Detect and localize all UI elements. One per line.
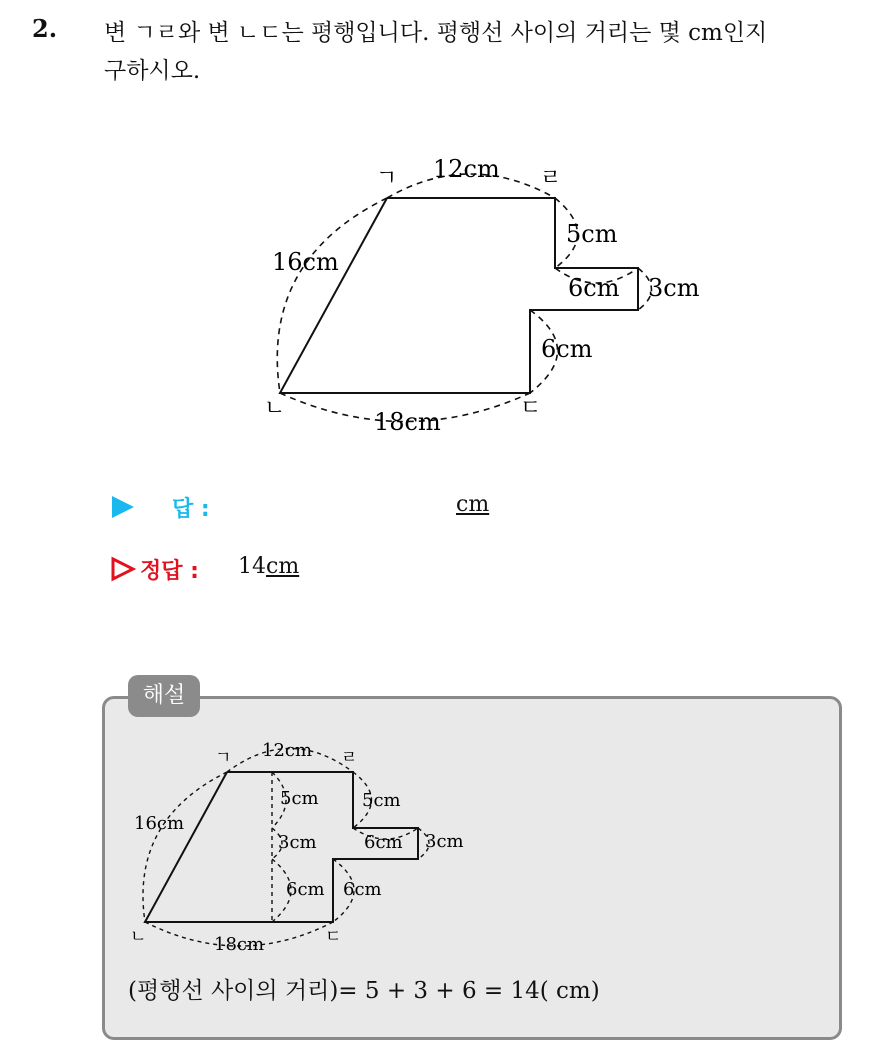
length-c-up: 6cm <box>541 335 593 363</box>
exp-length-left: 16cm <box>134 813 185 834</box>
solution-unit: cm <box>266 554 300 579</box>
vertex-b: ㄴ <box>264 396 286 421</box>
solution-number: 14 <box>238 554 266 579</box>
vertex-d: ㄹ <box>540 166 562 191</box>
exp-length-step-h: 6cm <box>364 832 403 853</box>
exp-vertex-a: ㄱ <box>215 748 232 768</box>
answer-label: 답 : <box>172 497 210 522</box>
exp-vertex-d: ㄹ <box>341 748 358 768</box>
length-step-h: 6cm <box>568 274 620 302</box>
length-top: 12cm <box>433 155 500 183</box>
exp-length-top: 12cm <box>262 740 313 761</box>
exp-inner-top: 5cm <box>280 788 319 809</box>
exp-length-step-v: 3cm <box>425 831 464 852</box>
question-line-2: 구하시오. <box>104 58 201 84</box>
explanation-tag: 해설 <box>128 675 200 717</box>
exp-length-d-down: 5cm <box>362 790 401 811</box>
explanation-formula: (평행선 사이의 거리)= 5 + 3 + 6 = 14( cm) <box>128 978 600 1004</box>
exp-length-c-up: 6cm <box>343 879 382 900</box>
length-bottom: 18cm <box>374 408 441 436</box>
length-left: 16cm <box>272 248 339 276</box>
solution-label: 정답 : <box>140 559 199 584</box>
exp-inner-mid: 3cm <box>278 832 317 853</box>
question-line-1: 변 ㄱㄹ와 변 ㄴㄷ는 평행입니다. 평행선 사이의 거리는 몇 cm인지 <box>104 20 768 46</box>
exp-vertex-b: ㄴ <box>130 927 147 947</box>
length-d-down: 5cm <box>566 220 618 248</box>
length-step-v: 3cm <box>648 274 700 302</box>
answer-unit: cm <box>456 492 490 517</box>
exp-vertex-c: ㄷ <box>325 927 342 947</box>
exp-inner-bottom: 6cm <box>286 879 325 900</box>
vertex-c: ㄷ <box>520 396 542 421</box>
question-number: 2. <box>32 14 58 43</box>
exp-length-bottom: 18cm <box>214 934 265 955</box>
vertex-a: ㄱ <box>376 166 398 191</box>
